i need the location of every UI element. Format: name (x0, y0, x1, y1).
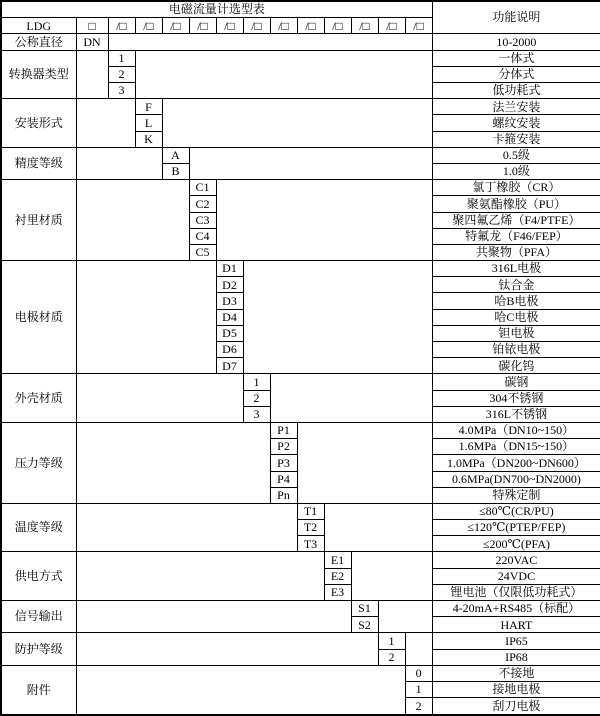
slash-code-box-icon: /□ (216, 18, 243, 34)
option-code: P2 (270, 439, 297, 455)
option-code: C4 (189, 228, 216, 244)
function-description: 0.5级 (432, 147, 600, 163)
empty-cell (76, 374, 243, 423)
slash-code-box-icon: /□ (297, 18, 324, 34)
option-code: 1 (405, 681, 432, 697)
function-description: ≤80℃(CR/PU) (432, 503, 600, 519)
empty-cell (76, 552, 324, 601)
option-code: 2 (108, 66, 135, 82)
function-description: 低功耗式 (432, 83, 600, 99)
function-description: IP68 (432, 649, 600, 665)
model-prefix-label: LDG (1, 18, 76, 34)
function-description: 316L不锈钢 (432, 406, 600, 422)
option-code: T1 (297, 503, 324, 519)
empty-cell (216, 180, 432, 261)
function-description: 10-2000 (432, 34, 600, 50)
function-description: 316L电极 (432, 261, 600, 277)
option-code: 3 (108, 83, 135, 99)
option-code: C3 (189, 212, 216, 228)
function-description: 聚四氟乙烯（F4/PTFE） (432, 212, 600, 228)
function-description: 接地电极 (432, 681, 600, 697)
function-description: 24VDC (432, 568, 600, 584)
option-code: D7 (216, 358, 243, 374)
empty-cell (76, 633, 378, 665)
option-code: B (162, 163, 189, 179)
function-description: IP65 (432, 633, 600, 649)
function-description: ≤200℃(PFA) (432, 536, 600, 552)
empty-cell (270, 374, 432, 423)
slash-code-box-icon: /□ (162, 18, 189, 34)
group-label: 供电方式 (1, 552, 76, 601)
option-code: 2 (405, 698, 432, 715)
option-code: D6 (216, 342, 243, 358)
function-description: 钽电极 (432, 325, 600, 341)
option-code: Pn (270, 487, 297, 503)
function-description: 特殊定制 (432, 487, 600, 503)
group-label: 公称直径 (1, 34, 76, 50)
option-code: D4 (216, 309, 243, 325)
slash-code-box-icon: /□ (189, 18, 216, 34)
function-description: 螺纹安装 (432, 115, 600, 131)
empty-cell (162, 99, 432, 148)
empty-cell (405, 633, 432, 665)
option-code: 2 (243, 390, 270, 406)
group-label: 温度等级 (1, 503, 76, 552)
empty-cell (76, 147, 162, 179)
function-column-header: 功能说明 (432, 1, 600, 34)
slash-code-box-icon: /□ (108, 18, 135, 34)
slash-code-box-icon: /□ (243, 18, 270, 34)
code-box-icon: □ (76, 18, 108, 34)
function-description: HART (432, 617, 600, 633)
function-description: 法兰安装 (432, 99, 600, 115)
option-code: F (135, 99, 162, 115)
group-label: 衬里材质 (1, 180, 76, 261)
empty-cell (324, 503, 432, 552)
empty-cell (243, 261, 432, 374)
function-description: 刮刀电极 (432, 698, 600, 715)
empty-cell (297, 422, 432, 503)
function-description: 1.0级 (432, 163, 600, 179)
function-description: 碳钢 (432, 374, 600, 390)
option-code: 0 (405, 665, 432, 681)
empty-cell (76, 601, 351, 633)
function-description: 钛合金 (432, 277, 600, 293)
function-description: 0.6MPa(DN700~DN2000) (432, 471, 600, 487)
function-description: 一体式 (432, 50, 600, 66)
group-label: 防护等级 (1, 633, 76, 665)
function-description: 分体式 (432, 66, 600, 82)
option-code: 1 (108, 50, 135, 66)
function-description: 哈B电极 (432, 293, 600, 309)
option-code: 2 (378, 649, 405, 665)
slash-code-box-icon: /□ (135, 18, 162, 34)
option-code: DN (76, 34, 108, 50)
option-code: D2 (216, 277, 243, 293)
option-code: K (135, 131, 162, 147)
option-code: P3 (270, 455, 297, 471)
function-description: 卡箍安装 (432, 131, 600, 147)
function-description: 碳化钨 (432, 358, 600, 374)
option-code: D5 (216, 325, 243, 341)
empty-cell (76, 180, 189, 261)
option-code: C5 (189, 244, 216, 260)
slash-code-box-icon: /□ (270, 18, 297, 34)
option-code: P1 (270, 422, 297, 438)
empty-cell (76, 50, 108, 99)
function-description: 氯丁橡胶（CR） (432, 180, 600, 196)
function-description: 特氟龙（F46/FEP） (432, 228, 600, 244)
function-description: 哈C电极 (432, 309, 600, 325)
empty-cell (351, 552, 432, 601)
slash-code-box-icon: /□ (378, 18, 405, 34)
option-code: 3 (243, 406, 270, 422)
empty-cell (76, 503, 297, 552)
function-description: 304不锈钢 (432, 390, 600, 406)
option-code: C1 (189, 180, 216, 196)
function-description: ≤120℃(PTEP/FEP) (432, 520, 600, 536)
option-code: 1 (243, 374, 270, 390)
empty-cell (108, 34, 432, 50)
option-code: S2 (351, 617, 378, 633)
group-label: 精度等级 (1, 147, 76, 179)
group-label: 压力等级 (1, 422, 76, 503)
empty-cell (76, 99, 135, 148)
option-code: T2 (297, 520, 324, 536)
empty-cell (76, 665, 405, 715)
function-description: 共聚物（PFA） (432, 244, 600, 260)
group-label: 外壳材质 (1, 374, 76, 423)
slash-code-box-icon: /□ (351, 18, 378, 34)
option-code: T3 (297, 536, 324, 552)
group-label: 信号输出 (1, 601, 76, 633)
function-description: 1.6MPa（DN15~150） (432, 439, 600, 455)
group-label: 附件 (1, 665, 76, 715)
empty-cell (76, 422, 270, 503)
option-code: 1 (378, 633, 405, 649)
option-code: P4 (270, 471, 297, 487)
function-description: 1.0MPa（DN200~DN600） (432, 455, 600, 471)
function-description: 4-20mA+RS485（标配） (432, 601, 600, 617)
empty-cell (76, 261, 216, 374)
group-label: 安装形式 (1, 99, 76, 148)
option-code: A (162, 147, 189, 163)
group-label: 电极材质 (1, 261, 76, 374)
page-title: 电磁流量计选型表 (1, 1, 432, 18)
option-code: E3 (324, 584, 351, 600)
option-code: C2 (189, 196, 216, 212)
slash-code-box-icon: /□ (405, 18, 432, 34)
function-description: 4.0MPa（DN10~150） (432, 422, 600, 438)
option-code: S1 (351, 601, 378, 617)
empty-cell (378, 601, 432, 633)
slash-code-box-icon: /□ (324, 18, 351, 34)
function-description: 220VAC (432, 552, 600, 568)
function-description: 铂铱电极 (432, 342, 600, 358)
option-code: D3 (216, 293, 243, 309)
function-description: 锂电池（仅限低功耗式） (432, 584, 600, 600)
option-code: L (135, 115, 162, 131)
option-code: E1 (324, 552, 351, 568)
empty-cell (189, 147, 432, 179)
empty-cell (135, 50, 432, 99)
function-description: 不接地 (432, 665, 600, 681)
option-code: D1 (216, 261, 243, 277)
function-description: 聚氨酯橡胶（PU） (432, 196, 600, 212)
option-code: E2 (324, 568, 351, 584)
group-label: 转换器类型 (1, 50, 76, 99)
